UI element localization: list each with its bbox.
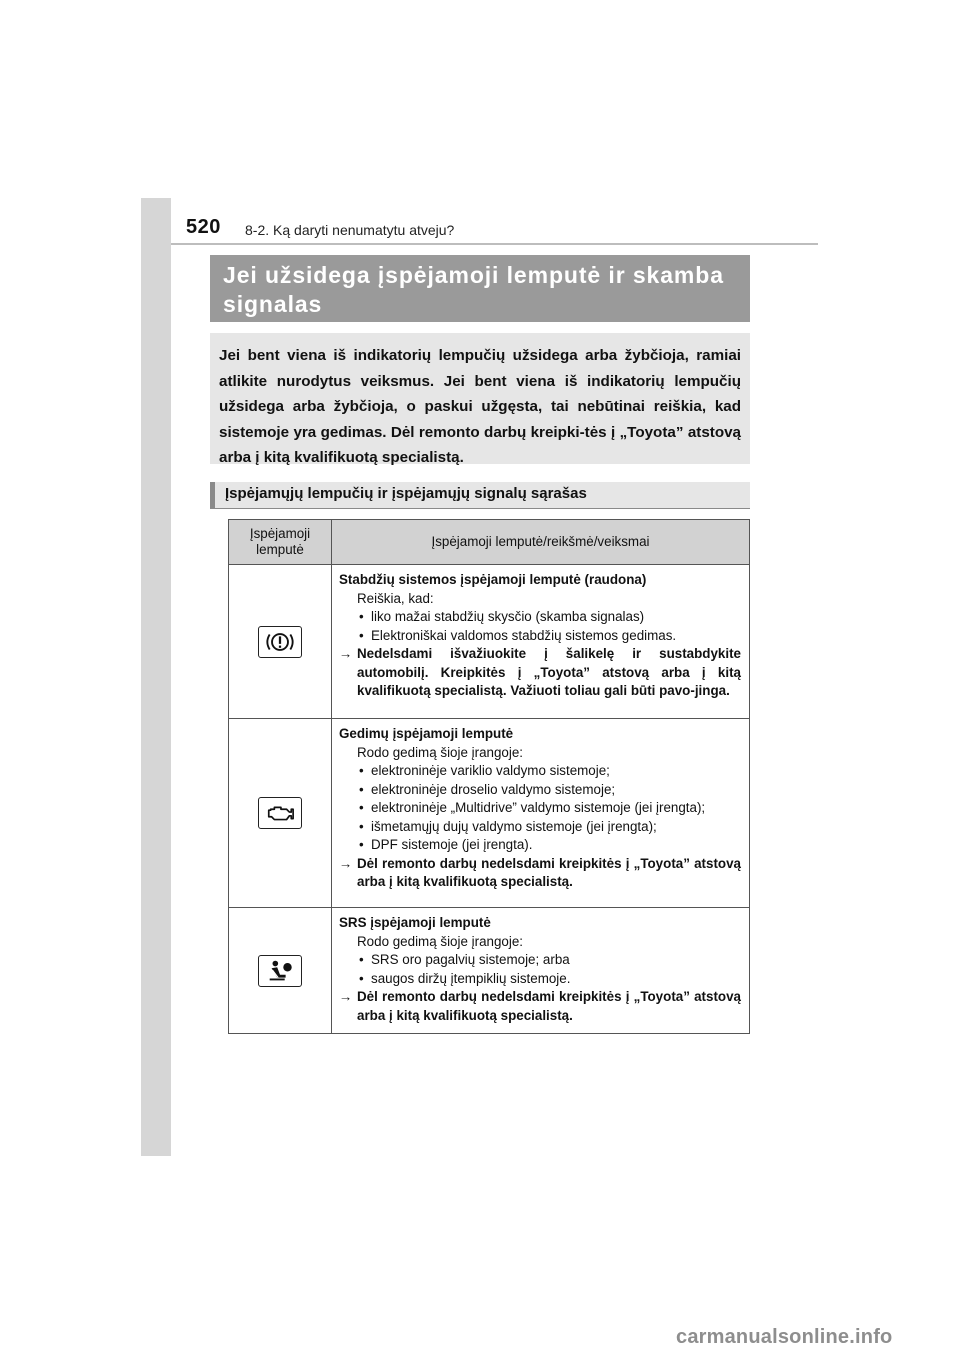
page-side-tab (141, 198, 171, 1156)
column-header-meaning: Įspėjamoji lemputė/reikšmė/veiksmai (332, 520, 750, 565)
list-item: • Elektroniškai valdomos stabdžių sistemos gedimas. (357, 627, 741, 646)
row-lead: Reiškia, kad: (357, 590, 434, 606)
icon-cell (229, 565, 332, 719)
action-instruction (339, 645, 741, 701)
bullet-list (339, 762, 741, 855)
brake-warning-icon (258, 626, 302, 658)
icon-cell (229, 719, 332, 908)
header-divider (171, 243, 818, 245)
table-row (229, 908, 750, 1034)
row-lead: Rodo gedimą šioje įrangoje: (357, 744, 523, 760)
row-title: Stabdžių sistemos įspėjamoji lemputė (raudona) (339, 572, 647, 587)
action-text: Nedelsdami išvažiuokite į šalikelę ir sustabdykite automobilį. Kreipkitės į „Toyota” atstovą arba į kitą kvalifikuotą specialistą. Važiuoti toliau gali būti pavo-jinga. (357, 646, 741, 698)
intro-paragraph: Jei bent viena iš indikatorių lempučių užsidega arba žybčioja, ramiai atlikite nurodytus veiksmus. Jei bent viena iš indikatorių lempučių užsidega arba žybčioja, o paskui užgęsta, tai nebūtinai reiškia, kad sistemoje yra gedimas. Dėl remonto darbų kreipki-tės į „Toyota” atstovą arba į kitą kvalifikuotą specialistą. (210, 333, 750, 464)
description-cell (332, 908, 750, 1034)
bullet-list (339, 608, 741, 645)
page-title: Jei užsidega įspėjamoji lemputė ir skamba signalas (210, 255, 750, 322)
table-row (229, 565, 750, 719)
arrow-icon: → (339, 855, 353, 871)
subsection-divider (210, 508, 750, 509)
list-item: • DPF sistemoje (jei įrengta). (357, 836, 741, 855)
subsection-heading: Įspėjamųjų lempučių ir įspėjamųjų signalų sąrašas (210, 482, 750, 508)
list-item: • elektroninėje droselio valdymo sistemoje; (357, 781, 741, 800)
list-item: • elektroninėje variklio valdymo sistemoje; (357, 762, 741, 781)
action-text: Dėl remonto darbų nedelsdami kreipkitės į „Toyota” atstovą arba į kitą kvalifikuotą specialistą. (357, 855, 741, 889)
action-instruction (339, 988, 741, 1025)
arrow-icon: → (339, 989, 353, 1004)
engine-malfunction-icon (258, 797, 302, 829)
row-lead: Rodo gedimą šioje įrangoje: (357, 933, 523, 949)
description-cell (332, 565, 750, 719)
icon-cell (229, 908, 332, 1034)
table-header-row (229, 520, 750, 565)
list-item: • elektroninėje „Multidrive” valdymo sistemoje (jei įrengta); (357, 799, 741, 818)
srs-airbag-icon (258, 955, 302, 987)
action-instruction (339, 855, 741, 892)
section-label: 8-2. Ką daryti nenumatytu atveju? (245, 222, 455, 238)
description-cell (332, 719, 750, 908)
arrow-icon: → (339, 646, 353, 661)
warning-lights-table (228, 519, 750, 1034)
list-item: • išmetamųjų dujų valdymo sistemoje (jei įrengta); (357, 818, 741, 837)
watermark: carmanualsonline.info (676, 1326, 893, 1348)
page-number: 520 (186, 216, 221, 238)
row-title: Gedimų įspėjamoji lemputė (339, 726, 514, 741)
bullet-list (339, 951, 741, 988)
column-header-light: Įspėjamoji lemputė (229, 520, 332, 565)
table-row (229, 719, 750, 908)
list-item: • liko mažai stabdžių skysčio (skamba signalas) (357, 608, 741, 627)
list-item: • SRS oro pagalvių sistemoje; arba (357, 951, 741, 970)
list-item: • saugos diržų įtempiklių sistemoje. (357, 970, 741, 989)
row-title: SRS įspėjamoji lemputė (339, 915, 491, 930)
action-text: Dėl remonto darbų nedelsdami kreipkitės į „Toyota” atstovą arba į kitą kvalifikuotą specialistą. (357, 989, 741, 1023)
